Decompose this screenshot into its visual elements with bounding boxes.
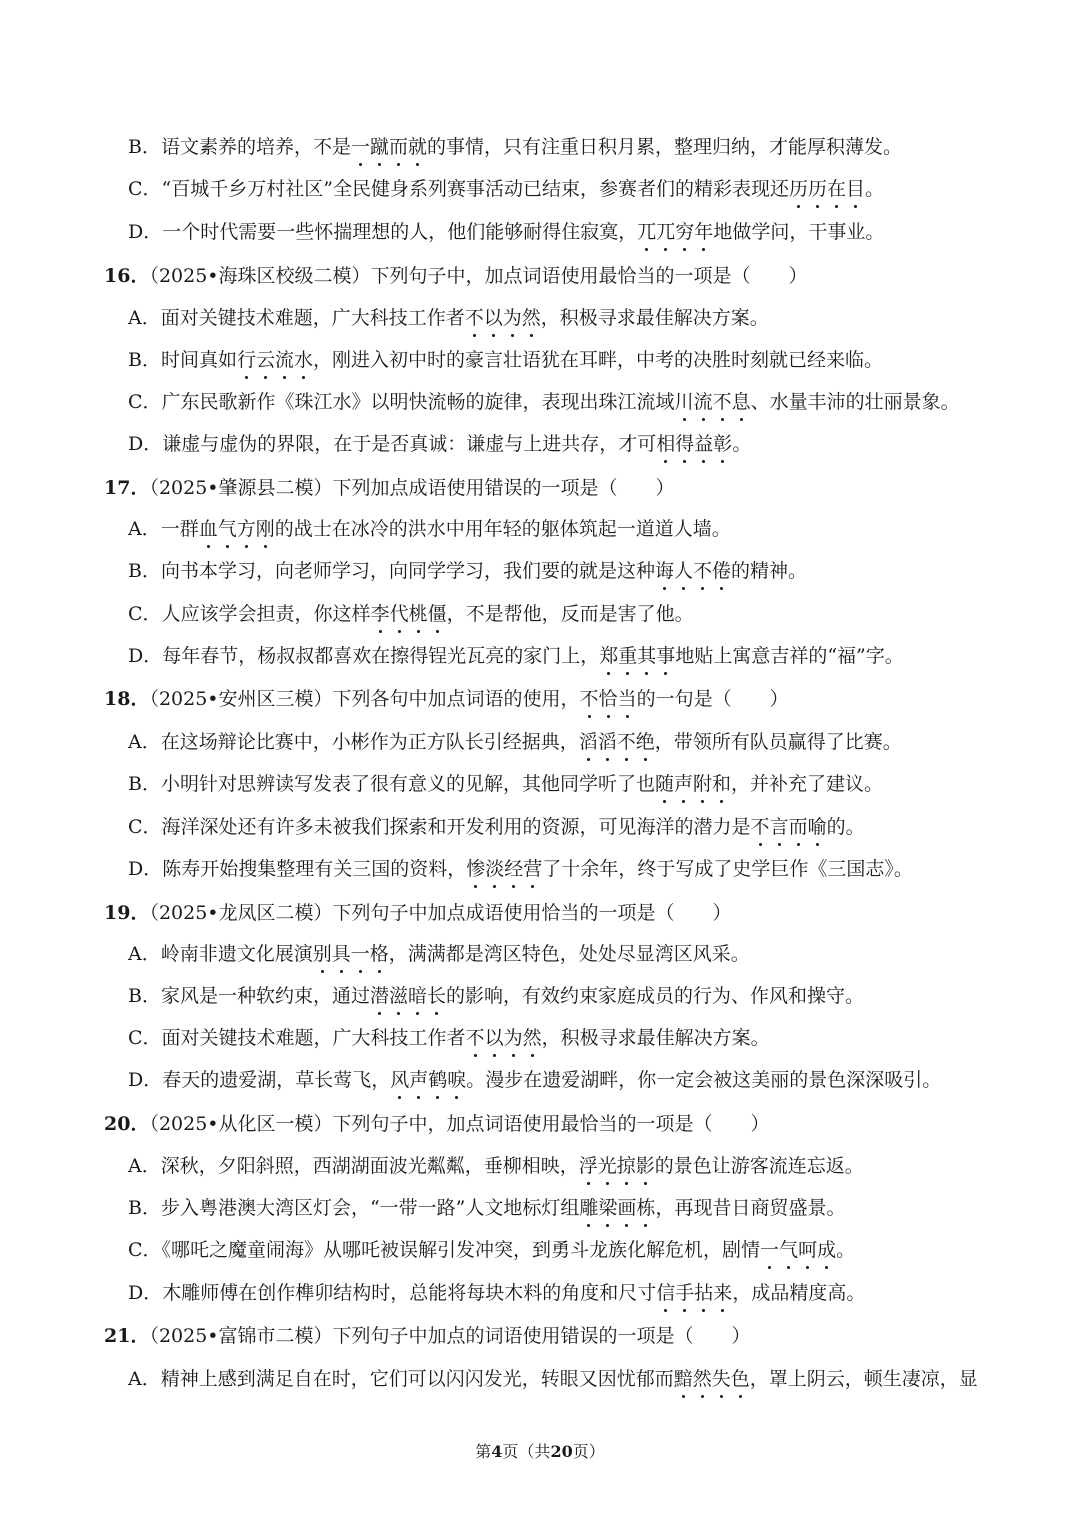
footer-middle: 页（共 xyxy=(502,1442,551,1461)
emphasized-term: 风声鹤唳 xyxy=(390,1069,467,1091)
emphasized-term: 川流不息 xyxy=(674,391,751,413)
question-stem xyxy=(104,1111,770,1137)
emphasized-term: 一蹴而就 xyxy=(350,136,428,158)
line-text: 的精神。 xyxy=(731,560,808,582)
line-text: C．海洋深处还有许多未被我们探索和开发利用的资源，可见海洋的潜力是 xyxy=(128,816,751,838)
question-stem xyxy=(104,263,808,289)
answer-option xyxy=(128,389,960,415)
line-text: ，刚进入初中时的豪言壮语犹在耳畔，中考的决胜时刻就已经来临。 xyxy=(313,349,884,371)
line-text: D．每年春节，杨叔叔都喜欢在擦得锃光瓦亮的家门上， xyxy=(128,645,600,667)
emphasized-term: 诲人不倦 xyxy=(654,560,732,582)
emphasized-term: 郑重其事 xyxy=(599,645,676,667)
question-number: 17． xyxy=(104,477,150,499)
line-text: 的景色让游客流连忘返。 xyxy=(654,1155,864,1177)
line-text: A．一群 xyxy=(128,518,199,540)
answer-option xyxy=(128,601,694,627)
answer-option xyxy=(128,1366,978,1392)
line-text: ，积极寻求最佳解决方案。 xyxy=(540,307,769,329)
line-text: C．人应该学会担责，你这样 xyxy=(128,603,371,625)
line-text: ，并补充了建议。 xyxy=(731,773,884,795)
line-text: 地贴上寓意吉祥的“福”字。 xyxy=(675,645,904,667)
answer-option xyxy=(128,814,865,840)
line-text: ，积极寻求最佳解决方案。 xyxy=(541,1027,770,1049)
emphasized-term: 血气方刚 xyxy=(198,518,275,540)
line-text: 。 xyxy=(836,1239,856,1261)
emphasized-term: 信手拈来 xyxy=(656,1282,733,1304)
line-text: A．深秋，夕阳斜照，西湖湖面波光粼粼，垂柳相映， xyxy=(128,1155,579,1177)
answer-option xyxy=(128,941,750,967)
line-text: B．时间真如 xyxy=(128,349,237,371)
page-footer xyxy=(0,1442,1080,1462)
emphasized-term: 随声附和 xyxy=(654,773,732,795)
line-text: ，带领所有队员赢得了比赛。 xyxy=(654,731,902,753)
answer-option xyxy=(128,134,902,160)
question-stem xyxy=(104,686,789,712)
line-text: C．面对关键技术难题，广大科技工作者 xyxy=(128,1027,466,1049)
emphasized-term: 不以为然 xyxy=(465,1027,542,1049)
emphasized-term: 黯然失色 xyxy=(673,1368,750,1390)
answer-option xyxy=(128,1195,845,1221)
line-text: （2025•海珠区校级二模）下列句子中，加点词语使用最恰当的一项是（ ） xyxy=(149,265,808,287)
line-text: D．春天的遗爱湖，草长莺飞， xyxy=(128,1069,391,1091)
answer-option xyxy=(128,771,883,797)
answer-option xyxy=(128,516,731,542)
line-text: B．语文素养的培养，不是 xyxy=(128,136,351,158)
footer-page-number: 4 xyxy=(491,1442,503,1461)
line-text: 。漫步在遗爱湖畔，你一定会被这美丽的景色深深吸引。 xyxy=(466,1069,942,1091)
footer-total-pages: 20 xyxy=(550,1442,573,1461)
question-stem xyxy=(104,1323,751,1349)
line-text: （2025•从化区一模）下列句子中，加点词语使用最恰当的一项是（ ） xyxy=(149,1113,770,1135)
line-text: ，成品精度高。 xyxy=(732,1282,866,1304)
line-text: （2025•富锦市二模）下列句子中加点的词语使用错误的一项是（ ） xyxy=(149,1325,751,1347)
line-text: C．“百城千乡万村社区”全民健身系列赛事活动已结束，参赛者们的精彩表现还 xyxy=(128,178,789,200)
emphasized-term: 别具一格 xyxy=(312,943,389,965)
line-text: ，再现昔日商贸盛景。 xyxy=(655,1197,846,1219)
line-text: 的。 xyxy=(826,816,865,838)
emphasized-term: 兀兀穷年 xyxy=(637,221,714,243)
line-text: A．岭南非遗文化展演 xyxy=(128,943,313,965)
line-text: 的影响，有效约束家庭成员的行为、作风和操守。 xyxy=(446,985,865,1007)
line-text: ，满满都是湾区特色，处处尽显湾区风采。 xyxy=(388,943,750,965)
line-text: C．广东民歌新作《珠江水》以明快流畅的旋律，表现出珠江流域 xyxy=(128,391,675,413)
emphasized-term: 不恰当 xyxy=(579,688,637,710)
line-text: B．向书本学习，向老师学习，向同学学习，我们要的就是这种 xyxy=(128,560,655,582)
question-number: 18． xyxy=(104,688,150,710)
answer-option xyxy=(128,1237,855,1263)
answer-option xyxy=(128,643,904,669)
line-text: A．面对关键技术难题，广大科技工作者 xyxy=(128,307,465,329)
line-text: 、水量丰沛的壮丽景象。 xyxy=(750,391,960,413)
line-text: A．精神上感到满足自在时，它们可以闪闪发光，转眼又因忧郁而 xyxy=(128,1368,674,1390)
answer-option xyxy=(128,305,769,331)
line-text: （2025•龙凤区二模）下列句子中加点成语使用恰当的一项是（ ） xyxy=(149,902,732,924)
line-text: C．《哪吒之魔童闹海》从哪吒被误解引发冲突，到勇斗龙族化解危机，剧情 xyxy=(128,1239,761,1261)
answer-option xyxy=(128,176,884,202)
emphasized-term: 雕梁画栋 xyxy=(579,1197,656,1219)
line-text: D．木雕师傅在创作榫卯结构时，总能将每块木料的角度和尺寸 xyxy=(128,1282,657,1304)
line-text: 的事情，只有注重日积月累，整理归纳，才能厚积薄发。 xyxy=(427,136,903,158)
answer-option xyxy=(128,1025,770,1051)
emphasized-term: 相得益彰 xyxy=(656,433,733,455)
emphasized-term: 潜滋暗长 xyxy=(369,985,447,1007)
answer-option xyxy=(128,729,902,755)
answer-option xyxy=(128,983,864,1009)
answer-option xyxy=(128,431,751,457)
emphasized-term: 李代桃僵 xyxy=(370,603,447,625)
question-number: 20． xyxy=(104,1113,150,1135)
line-text: B．小明针对思辨读写发表了很有意义的见解，其他同学听了也 xyxy=(128,773,655,795)
line-text: （2025•安州区三模）下列各句中加点词语的使用， xyxy=(149,688,580,710)
emphasized-term: 惨淡经营 xyxy=(466,858,543,880)
line-text: ，罩上阴云，顿生凄凉，显 xyxy=(749,1368,978,1390)
answer-option xyxy=(128,1153,864,1179)
line-text: A．在这场辩论比赛中，小彬作为正方队长引经据典， xyxy=(128,731,579,753)
footer-suffix: 页） xyxy=(572,1442,605,1461)
emphasized-term: 行云流水 xyxy=(236,349,314,371)
footer-prefix: 第 xyxy=(475,1442,492,1461)
emphasized-term: 一气呵成 xyxy=(760,1239,837,1261)
answer-option xyxy=(128,1280,865,1306)
answer-option xyxy=(128,1067,941,1093)
line-text: D．一个时代需要一些怀揣理想的人，他们能够耐得住寂寞， xyxy=(128,221,638,243)
line-text: 了十余年，终于写成了史学巨作《三国志》。 xyxy=(542,858,913,880)
line-text: 。 xyxy=(865,178,885,200)
line-text: （2025•肇源县二模）下列加点成语使用错误的一项是（ ） xyxy=(149,477,675,499)
line-text: 的一句是（ ） xyxy=(636,688,789,710)
line-text: B．家风是一种软约束，通过 xyxy=(128,985,370,1007)
emphasized-term: 浮光掠影 xyxy=(578,1155,655,1177)
emphasized-term: 滔滔不绝 xyxy=(578,731,655,753)
question-stem xyxy=(104,475,675,501)
line-text: 地做学问，干事业。 xyxy=(713,221,885,243)
line-text: D．谦虚与虚伪的界限，在于是否真诚：谦虚与上进共存，才可 xyxy=(128,433,657,455)
question-number: 19． xyxy=(104,902,150,924)
emphasized-term: 历历在目 xyxy=(788,178,866,200)
emphasized-term: 不以为然 xyxy=(464,307,541,329)
line-text: B．步入粤港澳大湾区灯会，“一带一路”人文地标灯组 xyxy=(128,1197,580,1219)
line-text: ，不是帮他，反而是害了他。 xyxy=(446,603,694,625)
question-number: 16． xyxy=(104,265,150,287)
line-text: 。 xyxy=(732,433,752,455)
line-text: D．陈寿开始搜集整理有关三国的资料， xyxy=(128,858,467,880)
answer-option xyxy=(128,219,884,245)
answer-option xyxy=(128,558,807,584)
answer-option xyxy=(128,347,883,373)
question-stem xyxy=(104,900,732,926)
emphasized-term: 不言而喻 xyxy=(750,816,827,838)
question-number: 21． xyxy=(104,1325,150,1347)
answer-option xyxy=(128,856,913,882)
line-text: 的战士在冰冷的洪水中用年轻的躯体筑起一道道人墙。 xyxy=(274,518,731,540)
